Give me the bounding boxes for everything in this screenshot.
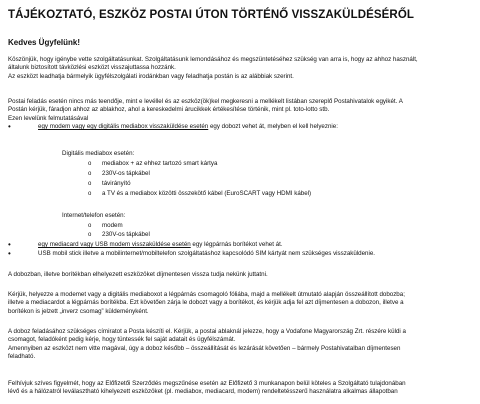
text-line: Postán kérjük, fáradjon ahhoz az ablakhoz, ahol a kereskedelmi árucikkek értékesítése történik, mint pl. toto-lotto stb. [8,106,330,114]
text-line: általunk biztosított távközlési eszközt visszajuttassa hozzánk. [8,64,176,72]
list-item: o 230V-os tápkábel [88,231,150,238]
list-item: o mediabox + az ehhez tartozó smart kártya [88,160,218,167]
bullet-icon: • [8,240,11,249]
page-title: TÁJÉKOZTATÓ, ESZKÖZ POSTAI ÚTON TÖRTÉNŐ VISSZAKÜLDÉSÉRŐL [8,9,414,21]
digital-heading: Digitális mediabox esetén: [62,150,135,157]
list-item: o a TV és a mediabox közötti összekötő kábel (EuroSCART vagy HDMI kábel) [88,190,312,197]
packing-paragraph [8,291,474,316]
list-marker-icon: o [88,232,92,238]
postal-paragraph [8,98,474,123]
box-note-paragraph [8,271,474,279]
list-marker-icon: o [88,223,92,229]
bullet-underlined-text: egy mediacard vagy USB modem visszaküldése esetén [38,241,191,248]
bullet-icon: • [8,249,11,258]
text-line: feladható. [8,353,36,361]
text-line: Ezen levelünk felmutatásával [8,114,89,122]
list-item: o modem [88,222,123,229]
text-line: Kérjük, helyezze a modemet vagy a digitális mediaboxot a légpárnás csomagoló fóliába, majd a mellékelt útmutató alapján összeállított dobozba; [8,291,405,298]
text-line: borítékon is jelzett „inverz csomag” küldeményként. [8,307,149,315]
text-line: Köszönjük, hogy igénybe vette szolgáltatásunkat. Szolgáltatásunk lemondásához és megszüntetéséhez szükség van arra is, hogy az ahhoz használt, [8,56,418,63]
text-line: lévő és a hálózatról leválasztható kihelyezett eszközöket (pl. mediabox, mediacard, modem) rendeltetésszerű használatra alkalmas állapotban [8,388,398,396]
text-line: A doboz feladásához szükséges címiratot a Posta készíti el. Kérjük, a postai ablaknál jelezze, hogy a Vodafone Magyarország Zrt. részére küldi a [8,328,406,335]
bullet-icon: • [8,122,11,131]
text-line: A dobozban, illetve borítékban elhelyezett eszközöket díjmentesen vissza tudja nekünk juttatni. [8,271,268,278]
bullet-text: egy légpárnás borítékot vehet át. [190,241,283,248]
text-line: Az eszközt leadhatja bármelyik ügyfélszolgálati irodánkban vagy feladhatja postán is az alábbiak szerint. [8,72,294,80]
intro-paragraph [8,56,474,81]
list-marker-icon: o [88,181,92,187]
text-line: Felhívjuk szíves figyelmét, hogy az Előfizetői Szerződés megszűnése esetén az Előfizető 3 munkanapon belül köteles a Szolgáltató tulajdonában [8,380,406,387]
list-item: o 230V-os tápkábel [88,170,150,177]
list-marker-icon: o [88,171,92,177]
final-paragraph [8,380,474,397]
address-paragraph [8,328,474,362]
list-marker-icon: o [88,161,92,167]
greeting: Kedves Ügyfelünk! [8,38,81,47]
internet-heading: Internet/telefon esetén: [62,212,126,219]
list-marker-icon: o [88,191,92,197]
text-line: Amennyiben az eszközt nem vitte magával, úgy a doboz később – összeállítását és lezárását követően – bármely Postahivatalban díjmentesen [8,344,401,352]
list-item: o távirányító [88,180,131,187]
text-line: illetve a mediacardot a légpárnás borítékba. Ezt követően zárja le dobozt vagy a borítékot, és kérjük adja fel azt díjmentesen a dobozon, illetve a [8,299,404,307]
bullet-text: USB mobil stick illetve a mobilinternet/mobiltelefon szolgáltatáshoz kapcsolódó SIM kártyát nem szükséges visszaküldenie. [38,250,376,257]
text-line: csomagot, feladóként pedig kérje, hogy tüntessék fel saját adatait és ügyfélszámát. [8,336,236,344]
bullet-text: egy dobozt vehet át, melyben el kell helyeznie: [208,123,338,130]
text-line: Postai feladás esetén nincs más teendője, mint e levéllel és az eszköz(ök)kel megkeresni a mellékelt listában szereplő Postahivatalok egyikét. A [8,98,403,105]
bullet-underlined-text: egy modem vagy egy digitális mediabox visszaküldése esetén [38,123,209,130]
